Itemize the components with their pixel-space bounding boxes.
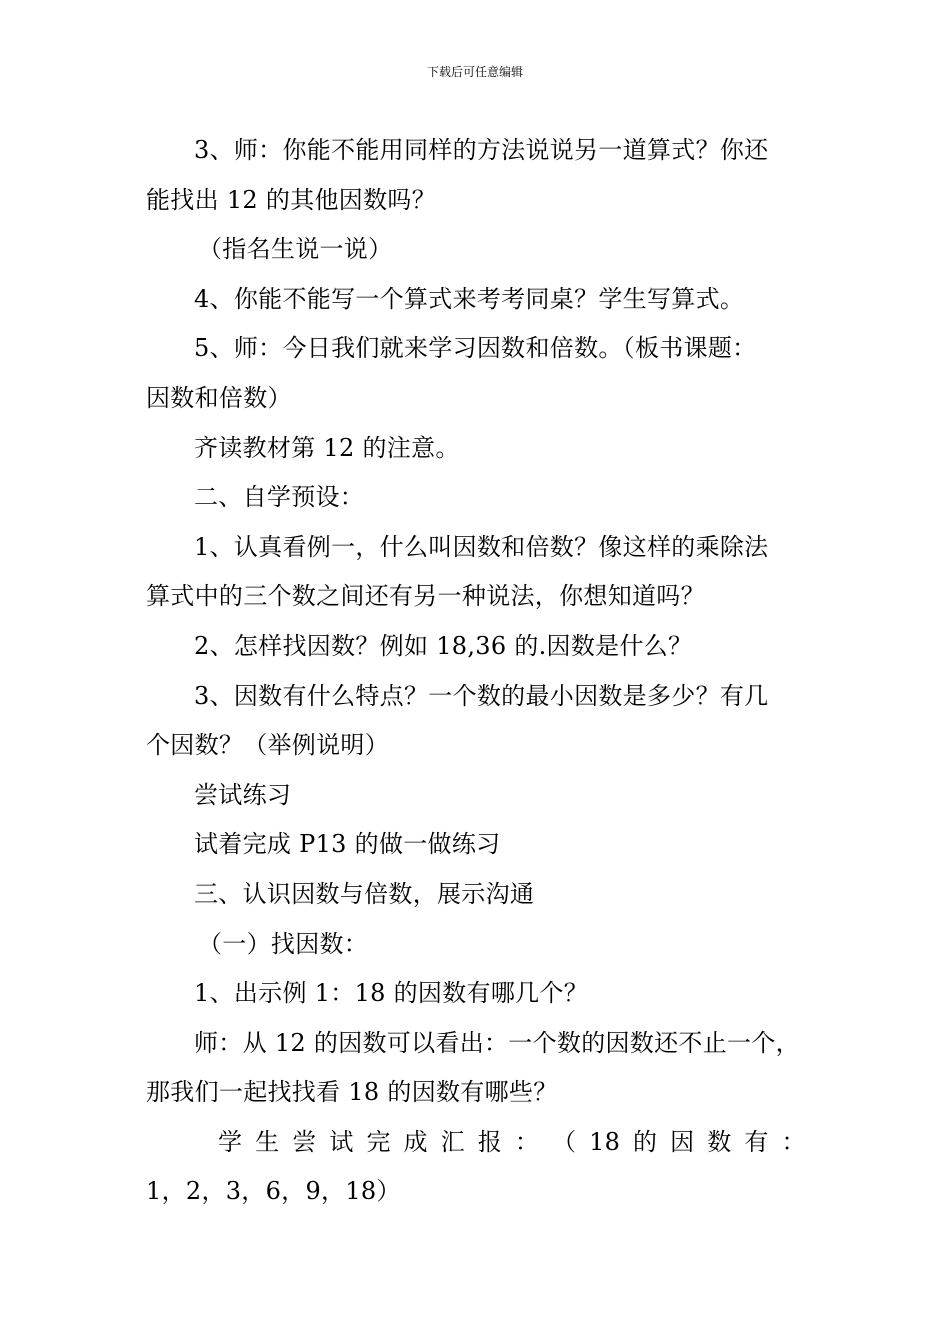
text-token: 因 (670, 1127, 695, 1156)
text-token: 有 (744, 1127, 769, 1156)
paragraph-line: 能找出 12 的其他因数吗？ (146, 185, 436, 214)
paragraph-line: 4、你能不能写一个算式来考考同桌？学生写算式。 (194, 284, 745, 313)
paragraph-line: 算式中的三个数之间还有另一种说法，你想知道吗？ (146, 582, 705, 611)
paragraph-line: 师：从 12 的因数可以看出：一个数的因数还不止一个， (194, 1028, 800, 1057)
paragraph-line: 那我们一起找找看 18 的因数有哪些？ (146, 1078, 558, 1107)
document-body (146, 126, 806, 1217)
text-token: 的 (633, 1127, 658, 1156)
text-token: 成 (403, 1127, 428, 1156)
paragraph-line: （指名生说一说） (198, 235, 393, 264)
text-token: 生 (255, 1127, 280, 1156)
justified-paragraph-line (146, 1118, 806, 1168)
paragraph-line: 3、因数有什么特点？一个数的最小因数是多少？有几 (194, 681, 769, 710)
section-heading: 三、认识因数与倍数，展示沟通 (194, 879, 535, 908)
text-token: 报 (477, 1127, 503, 1156)
paragraph-line: 3、师：你能不能用同样的方法说说另一道算式？你还 (194, 136, 769, 164)
section-heading: 二、自学预设： (194, 483, 365, 512)
text-token: ： (781, 1127, 806, 1156)
paragraph-line: 5、师：今日我们就来学习因数和倍数。（板书课题： (194, 334, 757, 363)
paragraph-line: 因数和倍数） (146, 383, 292, 412)
paragraph-line: 齐读教材第 12 的注意。 (194, 433, 460, 462)
section-heading: 尝试练习 (194, 780, 292, 809)
text-token: 汇 (440, 1127, 465, 1156)
text-token: 数 (707, 1127, 732, 1156)
text-token: 尝 (292, 1127, 317, 1156)
text-token: 完 (366, 1127, 391, 1156)
text-token: ： (514, 1127, 540, 1156)
paragraph-line: 2、怎样找因数？例如 18,36 的.因数是什么？ (194, 631, 693, 660)
subsection-heading: （一）找因数： (198, 929, 369, 958)
paragraph-line: 1，2，3，6，9，18） (146, 1177, 401, 1206)
paragraph-line: 试着完成 P13 的做一做练习 (194, 830, 501, 859)
text-token: 学 (218, 1127, 243, 1156)
paragraph-line: 个因数？（举例说明） (146, 731, 389, 760)
paragraph-line: 1、出示例 1：18 的因数有哪几个？ (194, 979, 589, 1008)
text-token: 试 (329, 1127, 354, 1156)
text-token: 18 (589, 1127, 621, 1156)
text-token: （ (551, 1127, 577, 1156)
paragraph-line: 1、认真看例一，什么叫因数和倍数？像这样的乘除法 (194, 532, 769, 561)
page-header-note: 下载后可任意编辑 (426, 65, 523, 79)
